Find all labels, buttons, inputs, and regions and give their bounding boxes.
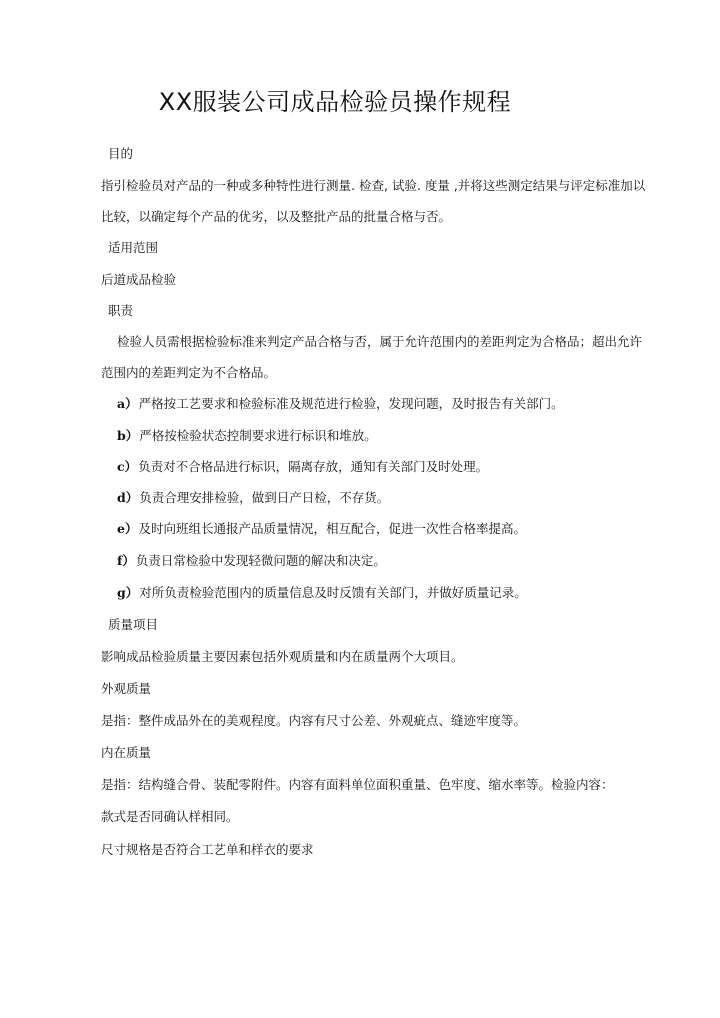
appearance-quality-text: 是指：整件成品外在的美观程度。内容有尺寸公差、外观疵点、缝迹牢度等。 [101, 713, 527, 728]
duty-item-text: 负责对不合格品进行标识，隔离存放，通知有关部门及时处理。 [138, 459, 489, 474]
duty-item-e [117, 521, 526, 537]
inspection-check-size: 尺寸规格是否符合工艺单和样衣的要求 [101, 842, 314, 857]
duty-item-f [117, 553, 386, 569]
duty-item-text: 及时向班组长通报产品质量情况，相互配合，促进一次性合格率提高。 [138, 521, 526, 536]
section-heading-duties: 职责 [108, 303, 134, 318]
purpose-line-2: 比较，以确定每个产品的优劣，以及整批产品的批量合格与否。 [101, 209, 452, 224]
intrinsic-quality-text: 是指：结构缝合骨、装配零附件。内容有面料单位面积重量、色牢度、缩水率等。检验内容： [101, 777, 614, 792]
duty-item-text: 严格按检验状态控制要求进行标识和堆放。 [139, 428, 377, 443]
scope-text: 后道成品检验 [101, 272, 177, 287]
duty-item-marker: e） [117, 521, 138, 536]
section-heading-scope: 适用范围 [108, 240, 159, 255]
duty-item-b [117, 428, 377, 444]
document-title: XX服装公司成品检验员操作规程 [158, 88, 512, 116]
duty-item-marker: c） [117, 459, 138, 474]
intrinsic-quality-label: 内在质量 [101, 745, 152, 760]
duties-intro-line-1: 检验人员需根据检验标准来判定产品合格与否，属于允许范围内的差距判定为合格品；超出允许 [117, 334, 643, 349]
duty-item-text: 负责日常检验中发现轻微问题的解决和决定。 [135, 553, 386, 568]
inspection-check-style: 款式是否同确认样相同。 [101, 809, 239, 824]
duty-item-marker: b） [117, 428, 139, 443]
duty-item-marker: d） [117, 490, 139, 505]
duty-item-marker: g） [117, 585, 139, 600]
section-heading-purpose: 目的 [108, 146, 134, 161]
duty-item-c [117, 459, 488, 475]
duty-item-d [117, 490, 389, 506]
duty-item-g [117, 585, 527, 601]
quality-items-text: 影响成品检验质量主要因素包括外观质量和内在质量两个大项目。 [101, 649, 464, 664]
duty-item-marker: a） [117, 396, 138, 411]
purpose-line-1: 指引检验员对产品的一种或多种特性进行测量. 检查, 试验. 度量 ,并将这些测定结果与评定标准加以 [101, 178, 646, 193]
duty-item-text: 对所负责检验范围内的质量信息及时反馈有关部门，并做好质量记录。 [139, 585, 527, 600]
duties-intro-line-2: 范围内的差距判定为不合格品。 [101, 365, 277, 380]
duty-item-marker: f） [117, 553, 135, 568]
section-heading-quality-items: 质量项目 [108, 617, 159, 632]
duty-item-text: 严格按工艺要求和检验标准及规范进行检验，发现问题，及时报告有关部门。 [138, 396, 564, 411]
duty-item-text: 负责合理安排检验，做到日产日检，不存货。 [139, 490, 390, 505]
appearance-quality-label: 外观质量 [101, 681, 152, 696]
duty-item-a [117, 396, 564, 412]
